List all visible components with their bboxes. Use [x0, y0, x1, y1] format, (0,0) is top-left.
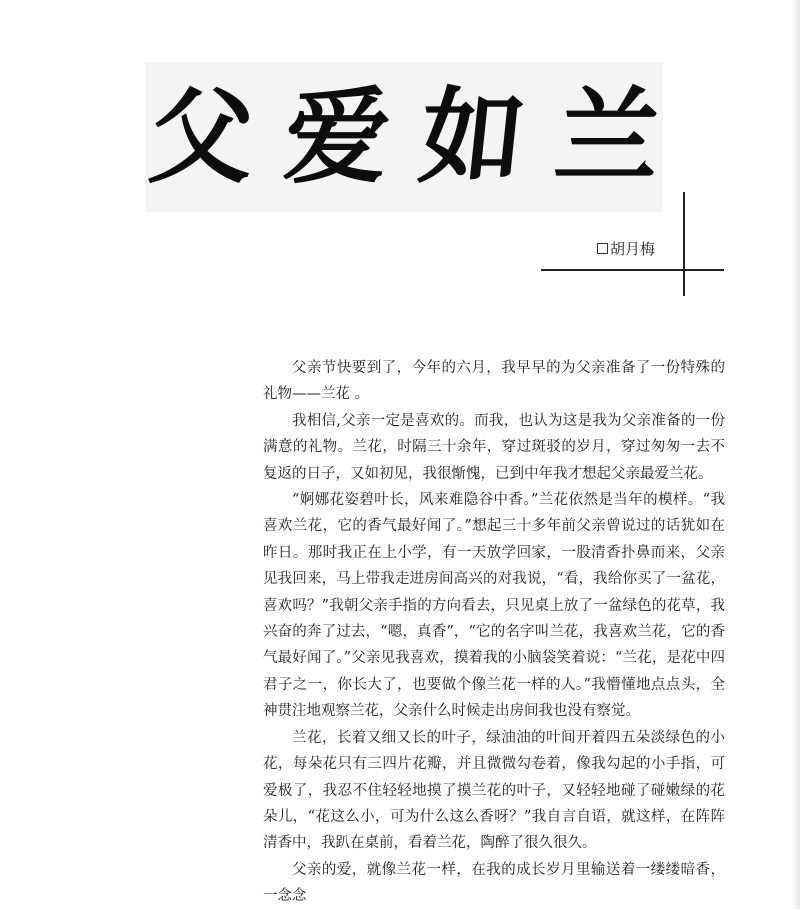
article-body	[263, 355, 725, 910]
author-byline	[597, 238, 655, 259]
decorative-horizontal-line	[541, 269, 724, 271]
paragraph: 我相信,父亲一定是喜欢的。而我，也认为这是我为父亲准备的一份满意的礼物。兰花，时隔三十余年，穿过斑驳的岁月，穿过匆匆一去不复返的日子，又如初见，我很惭愧，已到中年我才想起父亲最爱兰花。	[263, 412, 725, 482]
author-name: 胡月梅	[610, 240, 656, 258]
paragraph: 父亲节快要到了，今年的六月，我早早的为父亲准备了一份特殊的礼物——兰花 。	[263, 360, 725, 403]
paragraph: 兰花，长着又细又长的叶子，绿油油的叶间开着四五朵淡绿色的小花，每朵花只有三四片花瓣，并且微微勾卷着，像我勾起的小手指，可爱极了，我忍不住轻轻地摸了摸兰花的叶子，又轻轻地碰了碰嫩绿的花朵儿，“花这么小，可为什么这么香呀？”我自言自语，就这样，在阵阵清香中，我趴在桌前，看着兰花，陶醉了很久很久。	[263, 729, 725, 852]
calligraphy-title	[143, 72, 667, 202]
title-char: 爱	[278, 75, 396, 198]
title-char: 如	[414, 75, 532, 198]
title-char: 父	[143, 75, 261, 198]
paragraph: “婀娜花姿碧叶长，风来难隐谷中香。”兰花依然是当年的模样。“我喜欢兰花，它的香气最好闻了。”想起三十多年前父亲曾说过的话犹如在昨日。那时我正在上小学，有一天放学回家，一股清香扑鼻而来，父亲见我回来，马上带我走进房间高兴的对我说，“看，我给你买了一盆花，喜欢吗？”我朝父亲手指的方向看去，只见桌上放了一盆绿色的花草，我兴奋的奔了过去，“嗯，真香”，“它的名字叫兰花，我喜欢兰花，它的香气最好闻了。”父亲见我喜欢，摸着我的小脑袋笑着说：“兰花，是花中四君子之一，你长大了，也要做个像兰花一样的人。”我懵懂地点点头，全神贯注地观察兰花，父亲什么时候走出房间我也没有察觉。	[263, 492, 725, 720]
page-edge-shadow	[792, 0, 800, 909]
decorative-vertical-line	[683, 192, 685, 296]
byline-box-icon	[597, 243, 608, 254]
paragraph: 父亲的爱，就像兰花一样，在我的成长岁月里输送着一缕缕暗香，一念念	[263, 861, 725, 905]
title-char: 兰	[549, 75, 667, 198]
